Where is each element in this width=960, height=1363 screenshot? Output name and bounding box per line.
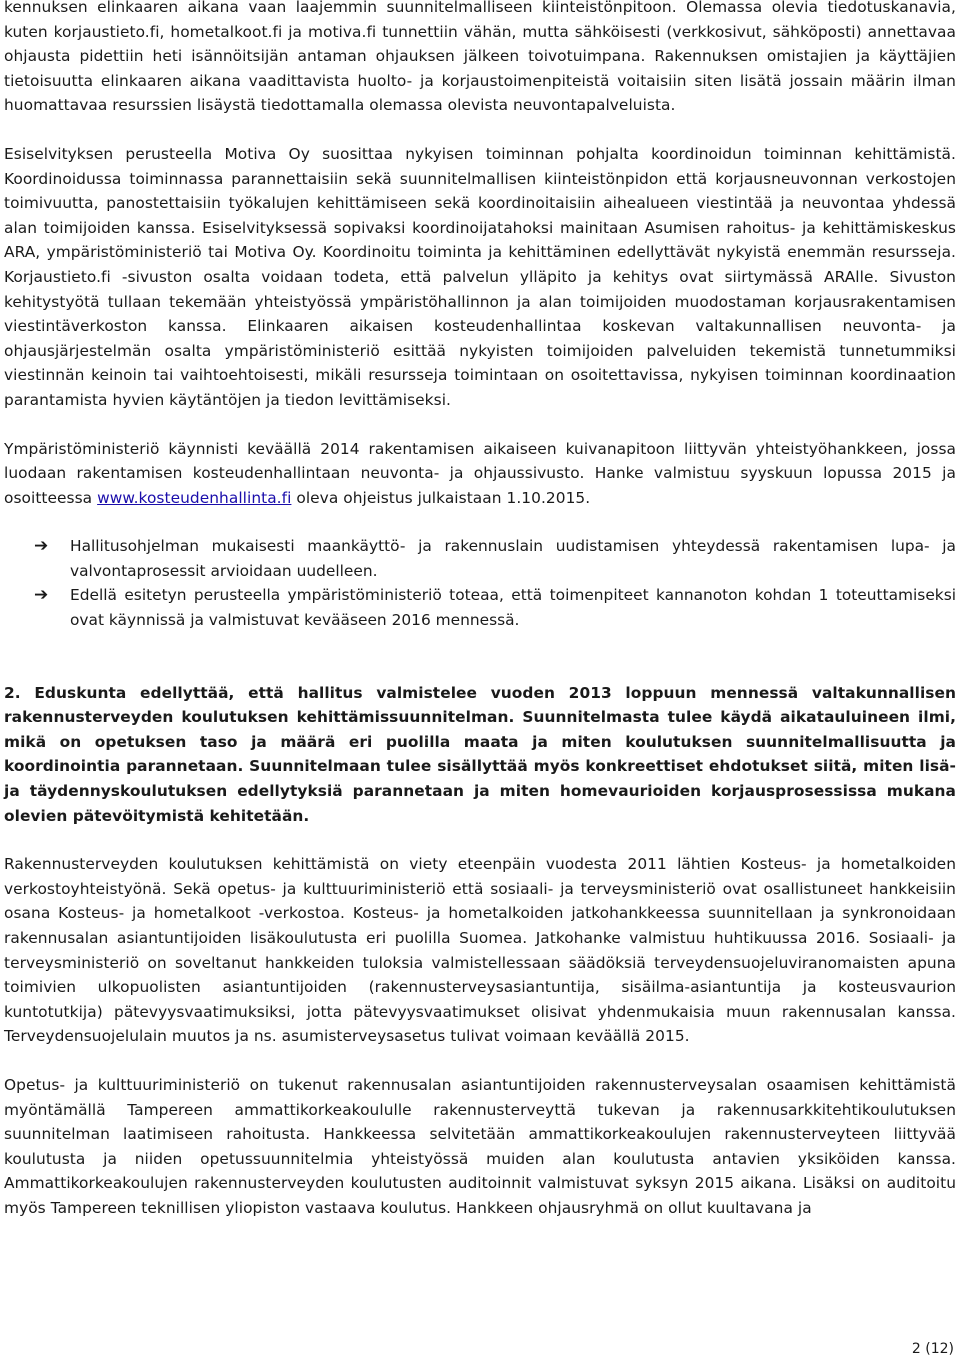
page-number: 2 (12) bbox=[911, 1341, 954, 1357]
right-arrow-icon: ➔ bbox=[34, 585, 49, 606]
paragraph-training-development: Rakennusterveyden koulutuksen kehittämistä on viety eteenpäin vuodesta 2011 lähtien Kosteus- ja hometalkoiden verkostoyhteistyönä. Sekä opetus- ja kulttuuriministeriö että sosiaali- ja terveysministeriö ovat osallistuneet hankkeisiin osana Kosteus- ja hometalkoot -verkostoa. Kosteus- ja hometalkoiden jatkohankkeessa suunnitellaan ja synkronoidaan rakennusalan asiantuntijoiden lisäkoulutusta eri puolilla Suomea. Jatkohanke valmistuu huhtikuussa 2016. Sosiaali- ja terveysministeriö on soveltanut hankkeiden tuloksia valmistellessaan säädöksiä terveydensuojeluviranomaisten apuna toimivien ulkopuolisten asiantuntijoiden (rakennusterveysasiantuntija, sisäilma-asiantuntija ja kosteusvaurion kuntotutkija) pätevyysvaatimuksiksi, jotta pätevyysvaatimukset olisivat yhdenmukaisia muun rakennusalan kanssa. Terveydensuojelulain muutos ja ns. asumisterveysasetus tulivat voimaan keväällä 2015. bbox=[4, 855, 956, 1046]
bullet-list bbox=[4, 534, 956, 632]
spacer bbox=[4, 510, 956, 534]
paragraph-text: Ympäristöministeriö käynnisti keväällä 2014 rakentamisen aikaiseen kuivanapitoon liittyvän yhteistyöhankkeen, jossa luodaan rakentamisen kosteudenhallintaan neuvonta- ja ohjaussivusto. Hanke valmistuu syyskuun lopussa 2015 ja osoitteessa bbox=[4, 439, 956, 507]
paragraph-education-ministry: Opetus- ja kulttuuriministeriö on tukenut rakennusalan asiantuntijoiden rakennusterveysalan osaamisen kehittämistä myöntämällä Tampereen ammattikorkeakoululle rakennusterveyttä tukevan ja rakennusarkkitehtikoulutuksen suunnitelman laatimiseen rahoitusta. Hankkeessa selvitetään ammattikorkeakoulujen rakennusterveyteen liittyvää koulutusta ja niiden opetussuunnitelmia yhteistyössä muiden alan koulutusta antavien yksiköiden kanssa. Ammattikorkeakoulujen rakennusterveyden koulutusten auditoinnit valmistuvat syksyn 2015 aikana. Lisäksi on auditoitu myös Tampereen teknillisen yliopiston vastaava koulutus. Hankkeen ohjausryhmä on ollut kuultavana ja bbox=[4, 1075, 956, 1217]
paragraph-continuation: kennuksen elinkaaren aikana vaan laajemmin suunnitelmalliseen kiinteistönpitoon. Olemassa olevia tiedotuskanavia, kuten korjaustieto.fi, hometalkoot.fi ja motiva.fi tunnettiin vähän, mutta sähköisesti (verkkosivut, sähköposti) annettavaa ohjausta pidettiin heti isännöitsijän antaman ohjauksen jälkeen toivotuimpana. Rakennuksen omistajien ja käyttäjien tietoisuutta elinkaaren aikana vaadittavista huolto- ja korjaustoimenpiteistä voitaisiin siten lisätä jossain määrin ilman huomattavaa resurssien lisäystä tiedottamalla olemassa olevista neuvontapalveluista. bbox=[4, 0, 956, 115]
right-arrow-icon: ➔ bbox=[34, 536, 49, 557]
kosteudenhallinta-link[interactable]: www.kosteudenhallinta.fi bbox=[97, 488, 292, 507]
document-page bbox=[4, 0, 956, 1221]
paragraph-text: oleva ohjeistus julkaistaan 1.10.2015. bbox=[291, 488, 591, 507]
spacer bbox=[4, 828, 956, 852]
spacer bbox=[4, 413, 956, 437]
paragraph-ministry-project bbox=[4, 437, 956, 511]
paragraph-recommendation: Esiselvityksen perusteella Motiva Oy suosittaa nykyisen toiminnan pohjalta koordinoidun toiminnan kehittämistä. Koordinoidussa toiminnassa parannettaisiin sekä suunnitelmallisen kiinteistönpidon että korjausneuvonnan verkostojen toimivuutta, panostettaisiin työkalujen kehittämiseen sekä koordinoitaisiin aihealueen viestintää ja neuvontaa yhdessä alan toimijoiden kanssa. Esiselvityksessä sopivaksi koordinoijatahoksi mainitaan Asumisen rahoitus- ja kehittämiskeskus ARA, ympäristöministeriö tai Motiva Oy. Koordinoitu toiminta ja kehittäminen edellyttävät nykyistä enemmän resursseja. Korjaustieto.fi -sivuston osalta voidaan todeta, että palvelun ylläpito ja kehitys ovat siirtymässä ARAlle. Sivuston kehitystyötä tullaan tekemään yhteistyössä ympäristöhallinnon ja alan toimijoiden muodostaman korjausrakentamisen viestintäverkoston kanssa. Elinkaaren aikaisen kosteudenhallintaa koskevan valtakunnallisen neuvonta- ja ohjausjärjestelmän osalta ympäristöministeriö esittää nykyisten toimijoiden palveluiden tekemistä tunnetummiksi viestinnän keinoin tai vaihtoehtoisesti, mikäli resursseja toimintaan on osoitettavissa, nykyisen toiminnan koordinaation parantamista hyvien käytäntöjen ja tiedon levittämiseksi. bbox=[4, 144, 956, 409]
bullet-item bbox=[4, 534, 956, 583]
spacer bbox=[4, 1049, 956, 1073]
section-heading-statement: 2. Eduskunta edellyttää, että hallitus valmistelee vuoden 2013 loppuun mennessä valtakunnallisen rakennusterveyden koulutuksen kehittämissuunnitelman. Suunnitelmasta tulee käydä aikatauluineen ilmi, mikä on opetuksen taso ja määrä eri puolilla maata ja miten koulutuksen suunnitelmallisuutta ja koordinointia parannetaan. Suunnitelmaan tulee sisällyttää myös konkreettiset ehdotukset siitä, miten lisä- ja täydennyskoulutuksen edellytyksiä parannetaan ja miten homevaurioiden korjausprosessissa mukana olevien pätevöitymistä kehitetään. bbox=[4, 683, 956, 825]
bullet-text: Edellä esitetyn perusteella ympäristöministeriö toteaa, että toimenpiteet kannanoton kohdan 1 toteuttamiseksi ovat käynnissä ja valmistuvat kevääseen 2016 mennessä. bbox=[70, 586, 956, 630]
spacer bbox=[4, 118, 956, 142]
spacer bbox=[4, 633, 956, 681]
bullet-text: Hallitusohjelman mukaisesti maankäyttö- ja rakennuslain uudistamisen yhteydessä rakentamisen lupa- ja valvontaprosessit arvioidaan uudelleen. bbox=[70, 537, 956, 580]
bullet-item bbox=[4, 583, 956, 632]
